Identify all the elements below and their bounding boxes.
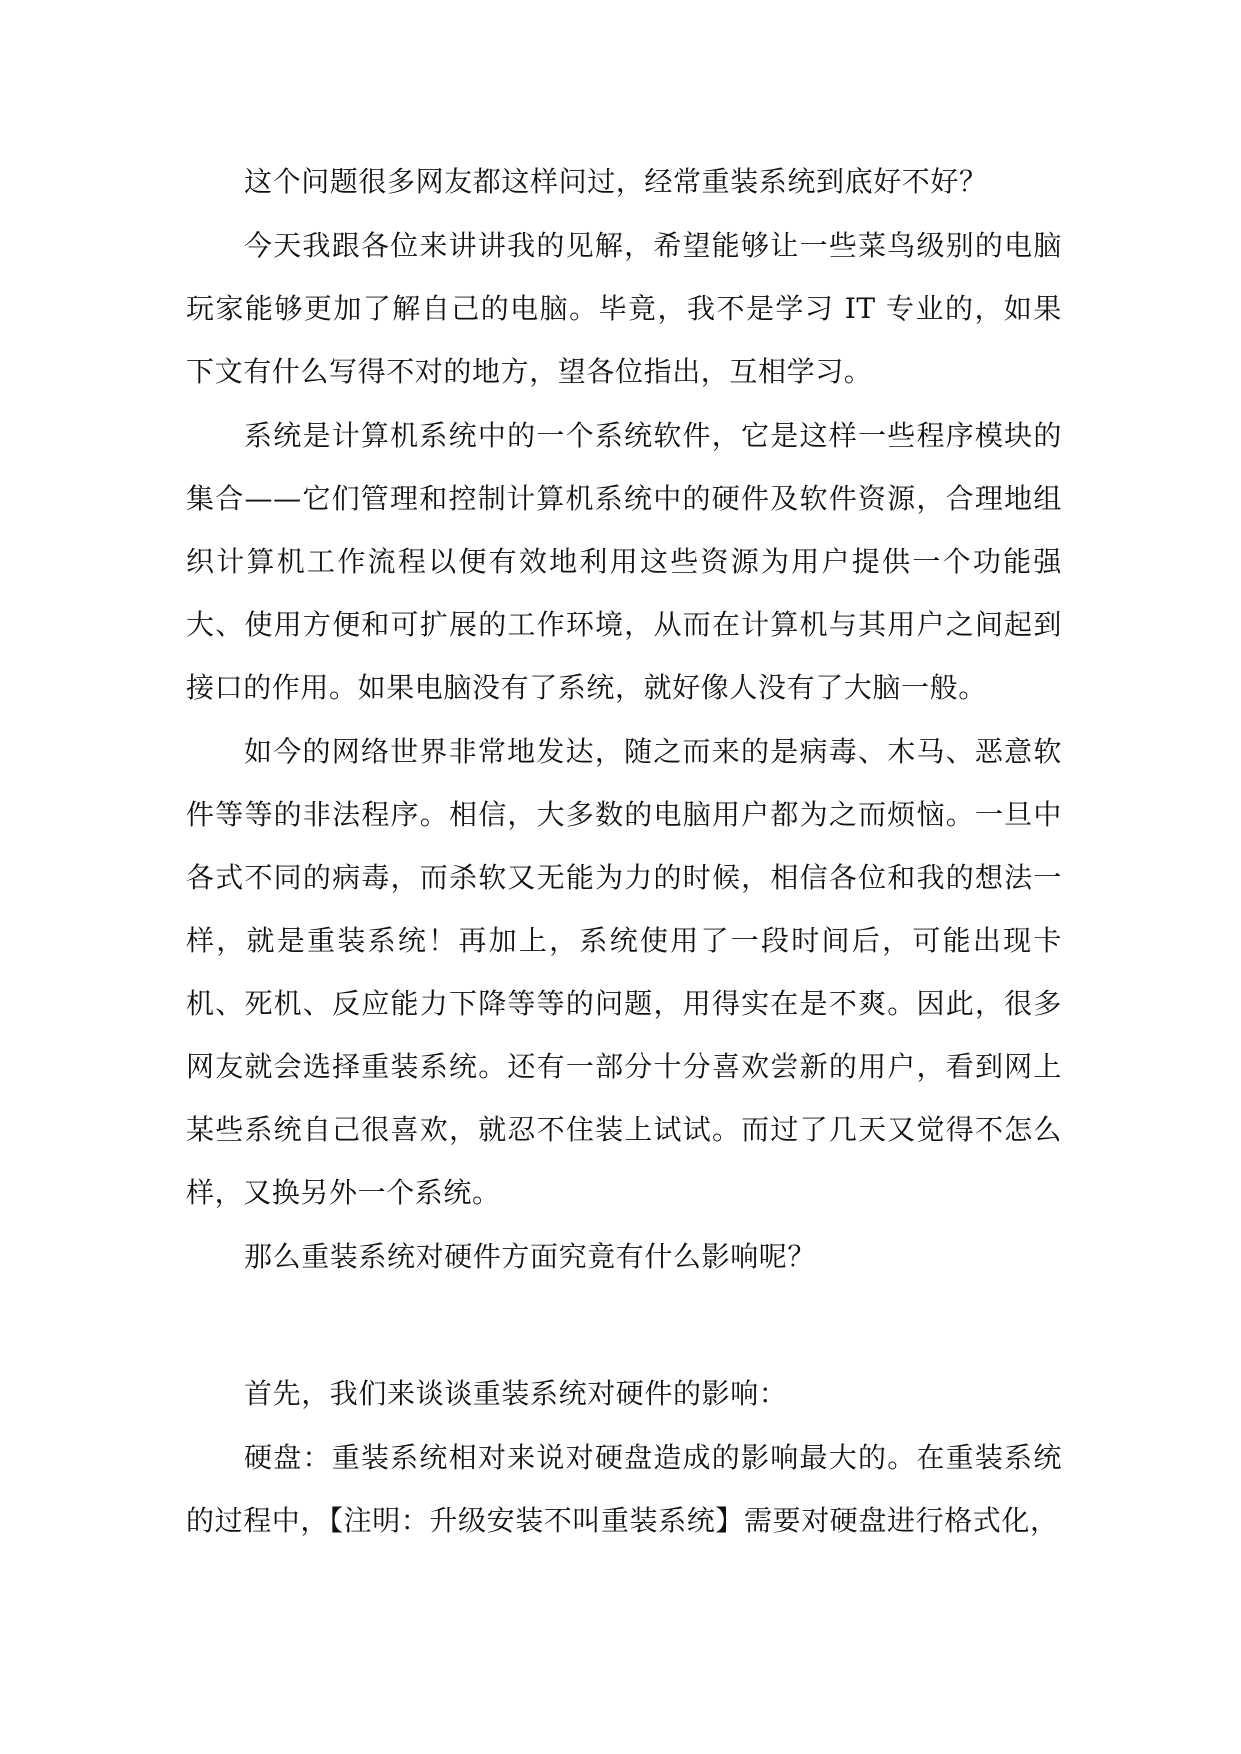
paragraph-question: 这个问题很多网友都这样问过，经常重装系统到底好不好？	[244, 165, 988, 198]
paragraph-intro: 今天我跟各位来讲讲我的见解，希望能够让一些菜鸟级别的电脑玩家能够更加了解自己的电脑。毕竟，我不是学习 IT 专业的，如果下文有什么写得不对的地方，望各位指出，互相学习。	[186, 229, 1062, 388]
paragraph-hard-disk: 硬盘：重装系统相对来说对硬盘造成的影响最大的。在重装系统的过程中，【注明：升级安装不叫重装系统】需要对硬盘进行格式化，	[186, 1441, 1062, 1537]
paragraph-hardware-impact-intro: 首先，我们来谈谈重装系统对硬件的影响：	[244, 1377, 788, 1410]
document-body	[186, 150, 1062, 1552]
section-gap	[186, 1288, 1062, 1362]
paragraph-hardware-question: 那么重装系统对硬件方面究竟有什么影响呢？	[244, 1240, 817, 1273]
paragraph-system-definition: 系统是计算机系统中的一个系统软件，它是这样一些程序模块的集合——它们管理和控制计算机系统中的硬件及软件资源，合理地组织计算机工作流程以便有效地利用这些资源为用户提供一个功能强大、使用方便和可扩展的工作环境，从而在计算机与其用户之间起到接口的作用。如果电脑没有了系统，就好像人没有了大脑一般。	[186, 419, 1062, 704]
paragraph-reinstall-reasons: 如今的网络世界非常地发达，随之而来的是病毒、木马、恶意软件等等的非法程序。相信，大多数的电脑用户都为之而烦恼。一旦中各式不同的病毒，而杀软又无能为力的时候，相信各位和我的想法一样，就是重装系统！再加上，系统使用了一段时间后，可能出现卡机、死机、反应能力下降等等的问题，用得实在是不爽。因此，很多网友就会选择重装系统。还有一部分十分喜欢尝新的用户，看到网上某些系统自己很喜欢，就忍不住装上试试。而过了几天又觉得不怎么样，又换另外一个系统。	[186, 735, 1062, 1209]
